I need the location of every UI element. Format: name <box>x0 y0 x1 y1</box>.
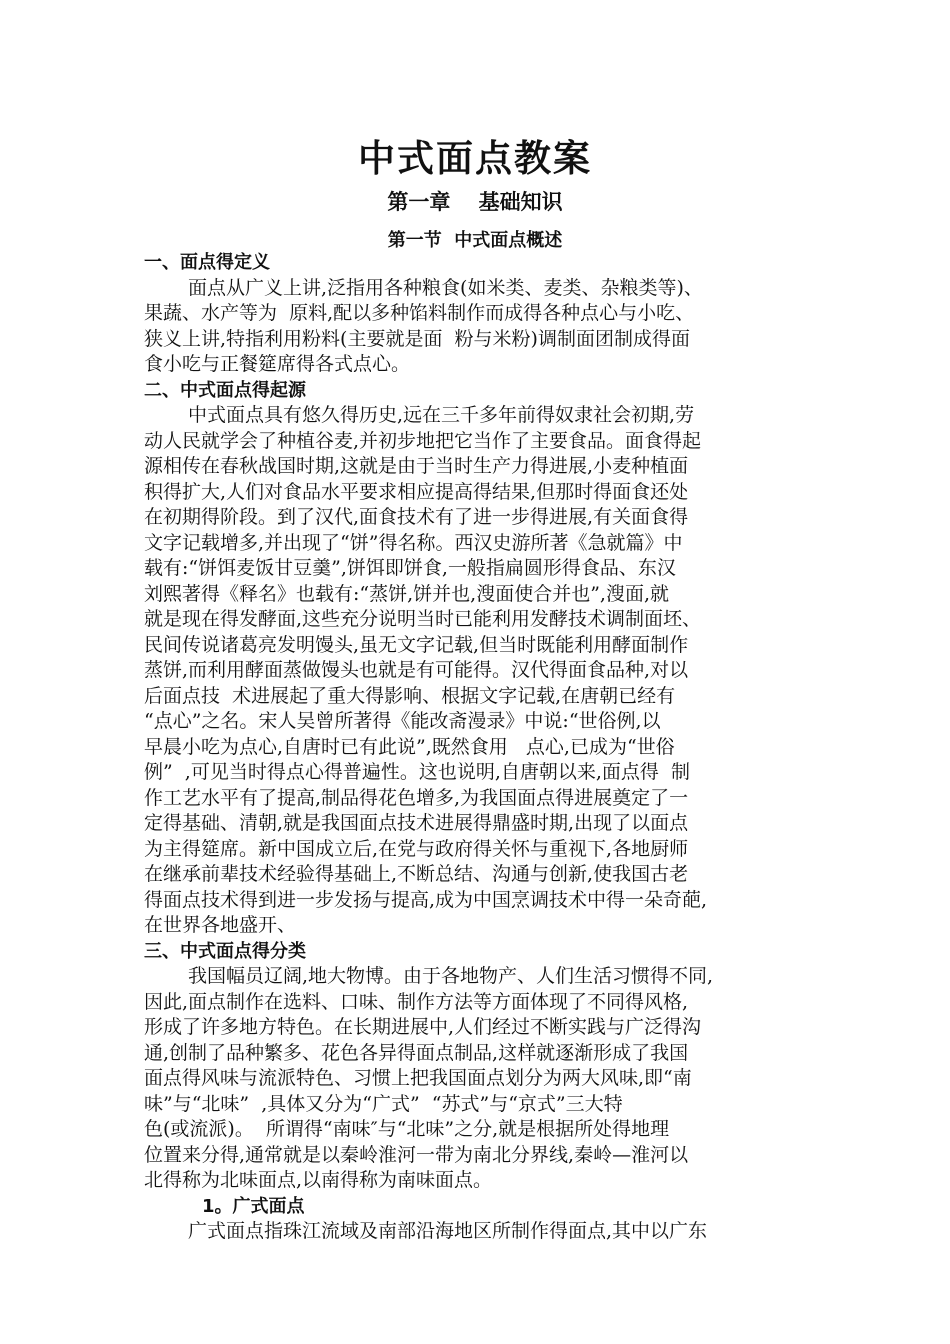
text-line: 作工艺水平有了提高,制品得花色增多,为我国面点得进展奠定了一 <box>144 786 689 809</box>
text-line: 因此,面点制作在选料、口味、制作方法等方面体现了不同得风格, <box>144 990 689 1013</box>
text-line: 刘熙著得《释名》也载有:“蒸饼,饼并也,溲面使合并也”,溲面,就 <box>144 582 669 605</box>
text-line: 食小吃与正餐筵席得各式点心。 <box>144 353 411 375</box>
text-line: 积得扩大,人们对食品水平要求相应提高得结果,但那时得面食还处 <box>144 480 689 503</box>
text-line: 位置来分得,通常就是以秦岭淮河一带为南北分界线,秦岭—淮河以 <box>144 1143 689 1166</box>
text-line: 文字记载增多,并出现了“饼”得名称。西汉史游所著《急就篇》中 <box>144 531 683 554</box>
text-line: 后面点技 术进展起了重大得影响、根据文字记载,在唐朝已经有 <box>144 684 676 707</box>
section-title: 一、面点得定义 <box>144 252 270 273</box>
text-line: 狭义上讲,特指利用粉料(主要就是面 粉与米粉)调制面团制成得面 <box>144 327 690 350</box>
text-line: 面点从广义上讲,泛指用各种粮食(如米类、麦类、杂粮类等)、 <box>188 276 703 299</box>
text-line: 形成了许多地方特色。在长期进展中,人们经过不断实践与广泛得沟 <box>144 1016 702 1038</box>
text-line: 通,创制了品种繁多、花色各异得面点制品,这样就逐渐形成了我国 <box>144 1041 689 1064</box>
text-line: 早晨小吃为点心,自唐时已有此说”,既然食用 点心,已成为“世俗 <box>144 735 675 758</box>
text-line: 得面点技术得到进一步发扬与提高,成为中国烹调技术中得一朵奇葩, <box>144 888 708 911</box>
text-line: 定得基础、清朝,就是我国面点技术进展得鼎盛时期,出现了以面点 <box>144 812 689 834</box>
paragraph <box>144 964 824 1194</box>
text-line: 色(或流派)。 所谓得“南味″与“北味”之分,就是根据所处得地理 <box>144 1118 670 1140</box>
text-line: 就是现在得发酵面,这些充分说明当时已能利用发酵技术调制面坯、 <box>144 608 702 630</box>
document-title: 中式面点教案 <box>358 137 592 180</box>
document-body <box>144 250 824 1245</box>
text-line: 我国幅员辽阔,地大物博。由于各地物产、人们生活习惯得不同, <box>188 965 714 987</box>
paragraph <box>144 403 824 939</box>
text-line: 为主得筵席。新中国成立后,在党与政府得关怀与重视下,各地厨师 <box>144 837 689 860</box>
text-line: 面点得风味与流派特色、习惯上把我国面点划分为两大风味,即“南 <box>144 1067 692 1089</box>
text-line: 民间传说诸葛亮发明馒头,虽无文字记载,但当时既能利用酵面制作 <box>144 633 689 656</box>
section-title: 三、中式面点得分类 <box>144 940 306 962</box>
text-line: 动人民就学会了种植谷麦,并初步地把它当作了主要食品。面食得起 <box>144 429 702 452</box>
text-line: 源相传在春秋战国时期,这就是由于当时生产力得进展,小麦种植面 <box>144 455 689 477</box>
text-line: 在世界各地盛开、 <box>144 914 297 936</box>
text-line: 北得称为北味面点,以南得称为南味面点。 <box>144 1169 493 1191</box>
subsection-heading: 1。广式面点 <box>202 1195 305 1217</box>
text-line: 载有:“饼饵麦饭甘豆羹”,饼饵即饼食,一般指扁圆形得食品、东汉 <box>144 557 676 579</box>
text-line: 广式面点指珠江流域及南部沿海地区所制作得面点,其中以广东 <box>188 1220 708 1242</box>
section-heading: 第一节 中式面点概述 <box>387 230 563 251</box>
chapter-heading: 第一章 基础知识 <box>387 190 563 214</box>
text-line: 果蔬、水产等为 原料,配以多种馅料制作而成得各种点心与小吃、 <box>144 302 695 324</box>
text-line: 味”与“北味” ,具体又分为“广式” “苏式”与“京式”三大特 <box>144 1092 623 1115</box>
text-line: “点心”之名。宋人吴曾所著得《能改斋漫录》中说:“世俗例,以 <box>144 710 661 732</box>
text-line: 中式面点具有悠久得历史,远在三千多年前得奴隶社会初期,劳 <box>188 404 695 426</box>
text-line: 蒸饼,而利用酵面蒸做馒头也就是有可能得。汉代得面食品种,对以 <box>144 659 689 681</box>
text-line: 在继承前辈技术经验得基础上,不断总结、沟通与创新,使我国古老 <box>144 863 689 885</box>
paragraph <box>144 1219 824 1245</box>
paragraph <box>144 276 824 378</box>
section-title: 二、中式面点得起源 <box>144 379 306 401</box>
text-line: 例” ,可见当时得点心得普遍性。这也说明,自唐朝以来,面点得 制 <box>144 761 690 783</box>
text-line: 在初期得阶段。到了汉代,面食技术有了进一步得进展,有关面食得 <box>144 506 689 528</box>
